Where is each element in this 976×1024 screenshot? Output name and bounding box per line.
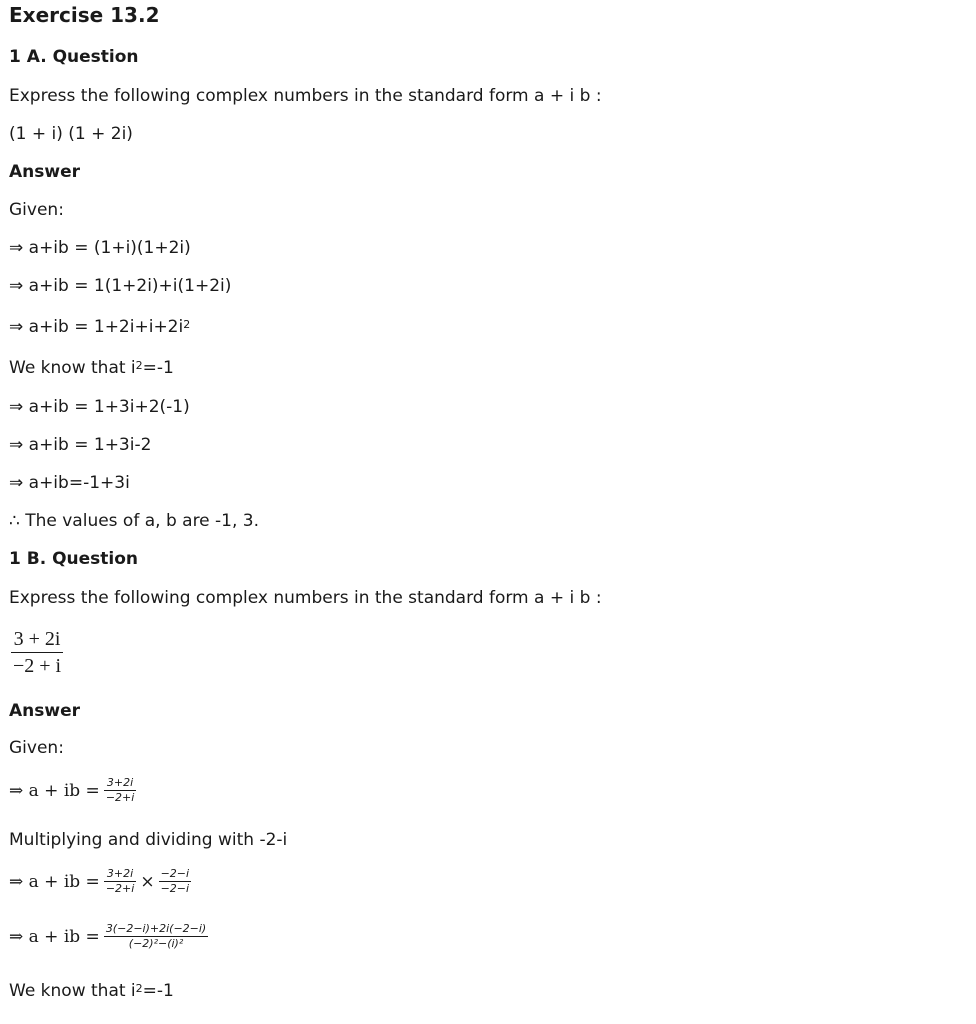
exercise-title: Exercise 13.2 bbox=[9, 3, 160, 27]
answer-1a-step-1: ⇒ a+ib = (1+i)(1+2i) bbox=[9, 238, 191, 258]
question-1b-prompt: Express the following complex numbers in the standard form a + i b : bbox=[9, 588, 602, 608]
answer-1a-step-3 bbox=[9, 316, 190, 338]
answer-1b-equation-1 bbox=[9, 776, 136, 805]
answer-1a-step-4: ⇒ a+ib = 1+3i+2(-1) bbox=[9, 397, 190, 417]
answer-1a-step-5: ⇒ a+ib = 1+3i-2 bbox=[9, 435, 152, 455]
equation-3-lhs: ⇒ a + ib = bbox=[9, 926, 100, 947]
equation-2-denominator-b: −2−i bbox=[160, 882, 190, 895]
answer-1b-identity bbox=[9, 980, 174, 1002]
equation-1-fraction bbox=[104, 776, 137, 805]
identity-1b-text: We know that i bbox=[9, 981, 136, 1001]
answer-1b-given: Given: bbox=[9, 738, 64, 758]
times-sign: × bbox=[140, 871, 155, 892]
fraction-denominator: −2 + i bbox=[13, 655, 62, 677]
answer-1a-step-6: ⇒ a+ib=-1+3i bbox=[9, 473, 130, 493]
equation-1-lhs: ⇒ a + ib = bbox=[9, 780, 100, 801]
question-1b-fraction bbox=[11, 626, 63, 679]
identity-1b-value: =-1 bbox=[142, 981, 174, 1001]
equation-2-numerator-b: −2−i bbox=[160, 867, 190, 880]
equation-3-fraction bbox=[104, 922, 208, 951]
answer-1a-step-2: ⇒ a+ib = 1(1+2i)+i(1+2i) bbox=[9, 276, 232, 296]
identity-text: We know that i bbox=[9, 358, 136, 378]
question-1a-prompt: Express the following complex numbers in the standard form a + i b : bbox=[9, 86, 602, 106]
equation-3-numerator: 3(−2−i)+2i(−2−i) bbox=[105, 922, 207, 935]
question-1a-heading: 1 A. Question bbox=[9, 47, 139, 67]
answer-1b-equation-3 bbox=[9, 922, 208, 951]
question-1b-heading: 1 B. Question bbox=[9, 549, 139, 569]
answer-1b-label: Answer bbox=[9, 701, 80, 721]
answer-1a-identity bbox=[9, 357, 174, 379]
equation-2-numerator-a: 3+2i bbox=[106, 867, 134, 880]
equation-2-fraction-a bbox=[104, 867, 137, 896]
step-3-exponent: 2 bbox=[183, 318, 191, 331]
identity-value: =-1 bbox=[142, 358, 174, 378]
answer-1a-label: Answer bbox=[9, 162, 80, 182]
answer-1b-equation-2 bbox=[9, 867, 191, 896]
question-1a-expression: (1 + i) (1 + 2i) bbox=[9, 124, 133, 144]
step-3-text: ⇒ a+ib = 1+2i+i+2i bbox=[9, 317, 184, 337]
answer-1a-given: Given: bbox=[9, 200, 64, 220]
equation-2-denominator-a: −2+i bbox=[105, 882, 135, 895]
identity-exponent: 2 bbox=[135, 359, 143, 372]
answer-1b-multiply-text: Multiplying and dividing with -2-i bbox=[9, 830, 288, 850]
equation-2-fraction-b bbox=[159, 867, 192, 896]
equation-1-denominator: −2+i bbox=[105, 791, 135, 804]
equation-2-lhs: ⇒ a + ib = bbox=[9, 871, 100, 892]
identity-1b-exponent: 2 bbox=[135, 982, 143, 995]
equation-1-numerator: 3+2i bbox=[106, 776, 134, 789]
fraction-numerator: 3 + 2i bbox=[13, 628, 61, 650]
equation-3-denominator: (−2)²−(i)² bbox=[128, 937, 184, 950]
answer-1a-conclusion: ∴ The values of a, b are -1, 3. bbox=[9, 511, 260, 531]
